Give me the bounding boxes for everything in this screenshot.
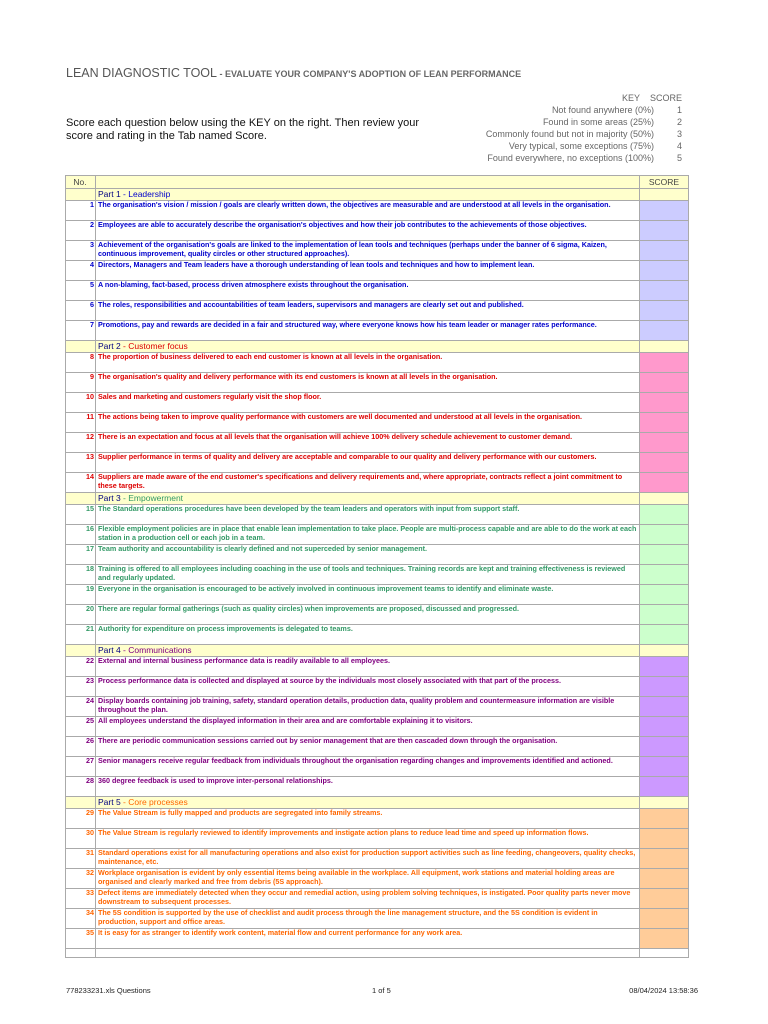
table-row [66,413,689,433]
question-number: 4 [66,261,96,281]
table-row [66,889,689,909]
key-score: 3 [676,129,682,139]
col-question-header [96,176,640,189]
score-input-cell[interactable] [640,393,689,413]
score-input-cell[interactable] [640,433,689,453]
part-no-cell [66,341,96,353]
score-input-cell[interactable] [640,281,689,301]
question-number: 28 [66,777,96,797]
question-number: 11 [66,413,96,433]
question-text: The roles, responsibilities and accountabilities of team leaders, supervisors and managers are clearly set out and published. [96,301,640,321]
question-number: 33 [66,889,96,909]
table-row [66,525,689,545]
score-input-cell[interactable] [640,565,689,585]
question-number: 20 [66,605,96,625]
table-row [66,201,689,221]
question-number: 31 [66,849,96,869]
part-separator: - [120,493,129,503]
part-no-cell [66,189,96,201]
question-number: 5 [66,281,96,301]
score-input-cell[interactable] [640,525,689,545]
score-key [486,92,682,164]
part-name: Empowerment [128,493,184,503]
score-input-cell[interactable] [640,809,689,829]
question-text: 360 degree feedback is used to improve inter-personal relationships. [96,777,640,797]
question-text: The Standard operations procedures have been developed by the team leaders and operators with input from support staff. [96,505,640,525]
key-score: 5 [676,153,682,163]
score-input-cell[interactable] [640,585,689,605]
key-score: 2 [676,117,682,127]
question-text: There is an expectation and focus at all levels that the organisation will achieve 100% delivery schedule achievement to customer demand. [96,433,640,453]
key-label: Found in some areas (25%) [542,117,654,127]
table-row [66,353,689,373]
score-input-cell[interactable] [640,413,689,433]
table-row [66,473,689,493]
footer-filename: 778233231.xls Questions [66,986,151,995]
score-input-cell[interactable] [640,777,689,797]
question-number: 24 [66,697,96,717]
question-number: 29 [66,809,96,829]
part-no-cell [66,645,96,657]
part-separator: - [120,797,129,807]
part-label: Part 3 [98,493,121,503]
question-number: 10 [66,393,96,413]
table-row [66,737,689,757]
score-input-cell[interactable] [640,605,689,625]
table-row [66,373,689,393]
question-number: 8 [66,353,96,373]
question-number: 19 [66,585,96,605]
col-no-header: No. [66,176,96,189]
part-label: Part 5 [98,797,121,807]
score-input-cell[interactable] [640,241,689,261]
score-input-cell[interactable] [640,221,689,241]
empty-cell [96,949,640,958]
score-input-cell[interactable] [640,849,689,869]
score-input-cell[interactable] [640,737,689,757]
table-row [66,605,689,625]
question-number: 32 [66,869,96,889]
key-label: Very typical, some exceptions (75%) [508,141,654,151]
score-input-cell[interactable] [640,261,689,281]
question-number: 3 [66,241,96,261]
score-input-cell[interactable] [640,717,689,737]
question-text: The proportion of business delivered to each end customer is known at all levels in the organisation. [96,353,640,373]
footer-timestamp: 08/04/2024 13:58:36 [629,986,698,995]
key-score: 4 [676,141,682,151]
table-row [66,677,689,697]
part-title [96,797,640,809]
score-input-cell[interactable] [640,353,689,373]
table-row [66,505,689,525]
question-text: Directors, Managers and Team leaders have a thorough understanding of lean tools and techniques and how to implement lean. [96,261,640,281]
part-header-row [66,341,689,353]
question-number: 9 [66,373,96,393]
question-number: 14 [66,473,96,493]
empty-cell [66,949,96,958]
table-row [66,717,689,737]
key-row [486,140,682,152]
score-input-cell[interactable] [640,929,689,949]
part-name: Customer focus [128,341,188,351]
part-separator: - [120,645,129,655]
instructions: Score each question below using the KEY on the right. Then review your score and rating in the Tab named Score. [66,117,420,142]
part-score-cell [640,493,689,505]
part-score-cell [640,341,689,353]
table-row [66,321,689,341]
question-text: External and internal business performance data is readily available to all employees. [96,657,640,677]
table-row [66,657,689,677]
part-title [96,341,640,353]
part-score-cell [640,797,689,809]
question-text: The organisation's quality and delivery performance with its end customers is known at all levels in the organisation. [96,373,640,393]
table-row [66,625,689,645]
question-text: Display boards containing job training, safety, standard operation details, production data, quality problem and countermeasure information are visible throughout the plan. [96,697,640,717]
question-number: 17 [66,545,96,565]
question-text: Standard operations exist for all manufacturing operations and also exist for production support activities such as line feeding, changeovers, quality checks, maintenance, etc. [96,849,640,869]
table-end-row [66,949,689,958]
question-text: The actions being taken to improve quality performance with customers are well documented and understood at all levels in the organisation. [96,413,640,433]
question-number: 26 [66,737,96,757]
score-input-cell[interactable] [640,757,689,777]
part-name: Communications [128,645,192,655]
question-text: Suppliers are made aware of the end customer's specifications and delivery requirements and, where appropriate, contracts reflect a joint commitment to these targets. [96,473,640,493]
table-row [66,757,689,777]
question-number: 30 [66,829,96,849]
score-input-cell[interactable] [640,889,689,909]
table-row [66,393,689,413]
question-number: 2 [66,221,96,241]
table-row [66,809,689,829]
part-separator: - [120,341,129,351]
table-row [66,261,689,281]
question-text: Defect items are immediately detected when they occur and remedial action, using problem solving techniques, is instigated. Poor quality parts never move downstream to subsequent processes. [96,889,640,909]
score-input-cell[interactable] [640,657,689,677]
title-main: LEAN DIAGNOSTIC TOOL [66,66,217,80]
table-row [66,281,689,301]
question-text: Flexible employment policies are in place that enable lean implementation to take place. People are multi-process capable and are able to do the work at each station in a production cell or each job in a team. [96,525,640,545]
table-row [66,221,689,241]
question-text: Achievement of the organisation's goals are linked to the implementation of lean tools and techniques (perhaps under the banner of 6 sigma, Kaizen, continuous improvement, quality circles or other structured approaches). [96,241,640,261]
score-input-cell[interactable] [640,677,689,697]
part-name: Leadership [128,189,171,199]
part-score-cell [640,645,689,657]
part-separator: - [120,189,129,199]
key-header-label: KEY [621,93,640,103]
table-row [66,433,689,453]
key-row [486,116,682,128]
col-score-header: SCORE [640,176,689,189]
footer-page: 1 of 5 [372,986,391,995]
key-label: Found everywhere, no exceptions (100%) [487,153,654,163]
question-text: Workplace organisation is evident by only essential items being available in the workplace. All equipment, work stations and material holding areas are organised and clearly marked and free from debris (5S approach). [96,869,640,889]
question-number: 6 [66,301,96,321]
score-input-cell[interactable] [640,453,689,473]
question-number: 1 [66,201,96,221]
score-input-cell[interactable] [640,909,689,929]
question-text: It is easy for as stranger to identify work content, material flow and current performance for any work area. [96,929,640,949]
key-row [486,104,682,116]
part-score-cell [640,189,689,201]
part-header-row [66,493,689,505]
question-text: Sales and marketing and customers regularly visit the shop floor. [96,393,640,413]
question-number: 15 [66,505,96,525]
question-text: All employees understand the displayed information in their area and are comfortable explaining it to visitors. [96,717,640,737]
question-text: The Value Stream is regularly reviewed to identify improvements and instigate action plans to reduce lead time and speed up information flows. [96,829,640,849]
key-row [486,128,682,140]
table-row [66,453,689,473]
part-title [96,189,640,201]
key-header-score: SCORE [649,93,682,103]
table-row [66,301,689,321]
part-title [96,493,640,505]
score-input-cell[interactable] [640,301,689,321]
question-text: Senior managers receive regular feedback from individuals throughout the organisation regarding changes and improvements identified and actioned. [96,757,640,777]
question-number: 16 [66,525,96,545]
score-input-cell[interactable] [640,625,689,645]
table-row [66,869,689,889]
question-number: 23 [66,677,96,697]
question-number: 21 [66,625,96,645]
key-row [486,152,682,164]
table-row [66,849,689,869]
question-number: 35 [66,929,96,949]
question-text: The 5S condition is supported by the use of checklist and audit process through the line management structure, and the 5S condition is evident in production, support and office areas. [96,909,640,929]
question-text: Training is offered to all employees including coaching in the use of tools and techniques. Training records are kept and training effectiveness is reviewed and regularly updated. [96,565,640,585]
table-row [66,929,689,949]
question-number: 7 [66,321,96,341]
key-label: Not found anywhere (0%) [551,105,654,115]
score-input-cell[interactable] [640,505,689,525]
key-score: 1 [676,105,682,115]
questions-table [65,175,689,958]
question-text: There are periodic communication sessions carried out by senior management that are then cascaded down through the organisation. [96,737,640,757]
question-text: There are regular formal gatherings (such as quality circles) when improvements are proposed, discussed and progressed. [96,605,640,625]
question-text: A non-blaming, fact-based, process driven atmosphere exists throughout the organisation. [96,281,640,301]
score-input-cell[interactable] [640,829,689,849]
score-input-cell[interactable] [640,373,689,393]
question-text: The Value Stream is fully mapped and products are segregated into family streams. [96,809,640,829]
question-text: The organisation's vision / mission / goals are clearly written down, the objectives are measurable and are understood at all levels in the organisation. [96,201,640,221]
empty-cell [640,949,689,958]
part-label: Part 4 [98,645,121,655]
table-row [66,909,689,929]
part-no-cell [66,493,96,505]
part-name: Core processes [128,797,188,807]
question-number: 12 [66,433,96,453]
question-number: 18 [66,565,96,585]
part-header-row [66,797,689,809]
question-text: Process performance data is collected and displayed at source by the individuals most closely associated with that part of the process. [96,677,640,697]
question-text: Promotions, pay and rewards are decided in a fair and structured way, where everyone knows how his team leader or manager rates performance. [96,321,640,341]
title-subtitle: - EVALUATE YOUR COMPANY'S ADOPTION OF LEAN PERFORMANCE [216,69,522,79]
part-label: Part 1 [98,189,121,199]
question-text: Employees are able to accurately describe the organisation's objectives and how their job contributes to the achievements of those objectives. [96,221,640,241]
score-input-cell[interactable] [640,321,689,341]
score-input-cell[interactable] [640,545,689,565]
score-input-cell[interactable] [640,697,689,717]
table-row [66,565,689,585]
score-input-cell[interactable] [640,869,689,889]
key-label: Commonly found but not in majority (50%) [485,129,654,139]
score-input-cell[interactable] [640,201,689,221]
question-number: 13 [66,453,96,473]
question-text: Everyone in the organisation is encouraged to be actively involved in continuous improvement teams to identify and eliminate waste. [96,585,640,605]
question-text: Team authority and accountability is clearly defined and not superceded by senior management. [96,545,640,565]
table-row [66,777,689,797]
score-input-cell[interactable] [640,473,689,493]
table-header-row [66,176,689,189]
question-text: Authority for expenditure on process improvements is delegated to teams. [96,625,640,645]
table-row [66,241,689,261]
part-header-row [66,645,689,657]
part-title [96,645,640,657]
table-row [66,829,689,849]
question-text: Supplier performance in terms of quality and delivery are acceptable and comparable to our quality and delivery performance with our customers. [96,453,640,473]
question-number: 27 [66,757,96,777]
part-header-row [66,189,689,201]
page-title [66,66,521,80]
table-row [66,697,689,717]
question-number: 34 [66,909,96,929]
table-row [66,545,689,565]
table-row [66,585,689,605]
question-number: 25 [66,717,96,737]
part-label: Part 2 [98,341,121,351]
part-no-cell [66,797,96,809]
question-number: 22 [66,657,96,677]
